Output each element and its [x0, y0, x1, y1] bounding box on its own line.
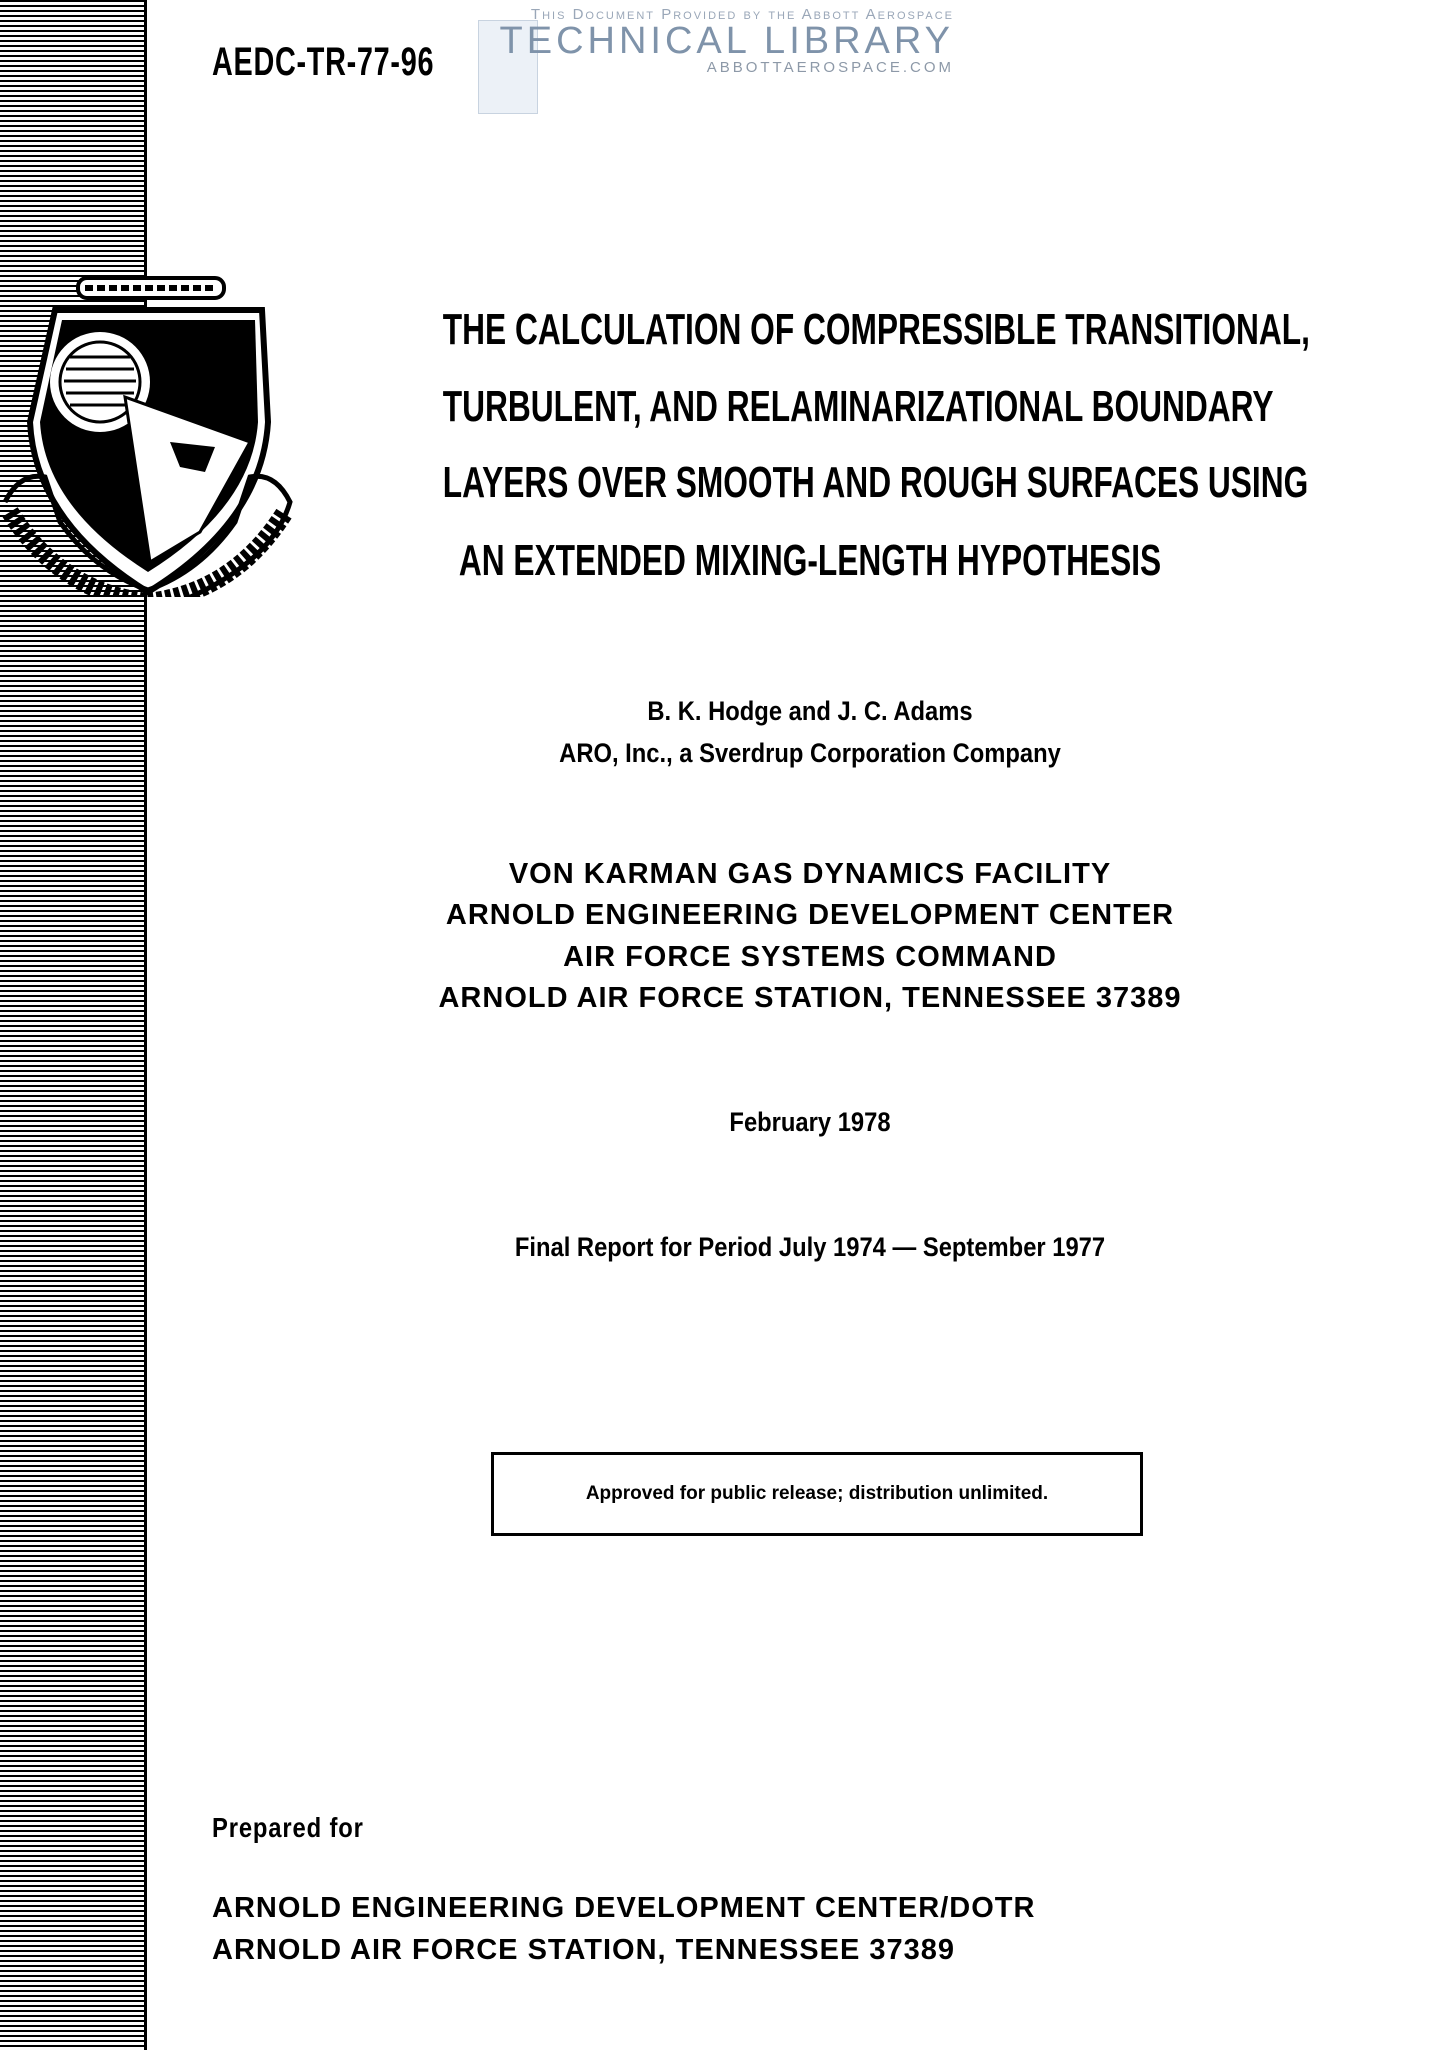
facility-line-1: VON KARMAN GAS DYNAMICS FACILITY [508, 858, 1112, 890]
report-date: February 1978 [729, 1107, 891, 1137]
prepared-for-line-2: ARNOLD AIR FORCE STATION, TENNESSEE 37389 [212, 1934, 956, 1966]
facility-line-3: AIR FORCE SYSTEMS COMMAND [563, 941, 1057, 973]
report-period: Final Report for Period July 1974 — September 1977 [514, 1232, 1106, 1262]
facility-line-2: ARNOLD ENGINEERING DEVELOPMENT CENTER [445, 899, 1175, 931]
watermark-line3: ABBOTTAEROSPACE.COM [706, 59, 954, 76]
aedc-shield-logo [0, 272, 295, 597]
watermark [442, 6, 954, 76]
watermark-line2: TECHNICAL LIBRARY [499, 20, 954, 62]
distribution-statement: Approved for public release; distribution unlimited. [585, 1483, 1049, 1504]
distribution-statement-box [491, 1452, 1143, 1536]
title-line-1: THE CALCULATION OF COMPRESSIBLE TRANSITIONAL, [442, 305, 1310, 354]
prepared-for-label: Prepared for [212, 1812, 364, 1843]
prepared-for-line-1: ARNOLD ENGINEERING DEVELOPMENT CENTER/DOTR [212, 1892, 1036, 1924]
title-line-2: TURBULENT, AND RELAMINARIZATIONAL BOUNDARY [442, 382, 1274, 431]
title-line-3: LAYERS OVER SMOOTH AND ROUGH SURFACES USING [442, 458, 1309, 507]
facility-line-4: ARNOLD AIR FORCE STATION, TENNESSEE 37389 [438, 982, 1182, 1014]
report-number: AEDC-TR-77-96 [212, 40, 435, 84]
affiliation: ARO, Inc., a Sverdrup Corporation Company [559, 738, 1061, 768]
title-line-4: AN EXTENDED MIXING-LENGTH HYPOTHESIS [458, 536, 1162, 585]
watermark-line1: This Document Provided by the Abbott Aerospace [530, 6, 954, 23]
authors: B. K. Hodge and J. C. Adams [647, 696, 973, 726]
